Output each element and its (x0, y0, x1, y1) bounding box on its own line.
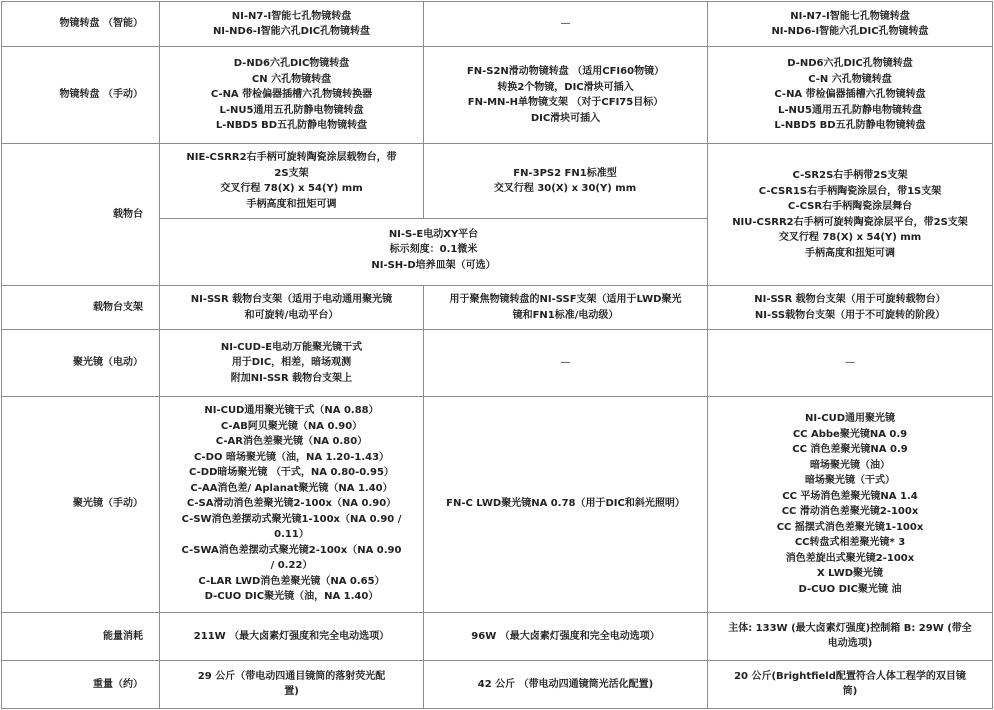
cell-line: 附加NI-SSR 载物台支架上 (230, 372, 353, 384)
cell-line: L-NU5通用五孔防静电物镜转盘 (219, 104, 364, 116)
cell-col3 (708, 47, 993, 144)
cell-line: 标示刻度：0.1微米 (389, 244, 478, 256)
cell-line: CC 滑动消色差聚光镜2-100x (781, 506, 919, 518)
row-label: 物镜转盘 （手动） (2, 47, 160, 144)
cell-line: NI-CUD通用聚光镜干式（NA 0.88） (204, 405, 379, 417)
cell-line: D-CUO DIC聚光镜 油 (798, 583, 902, 595)
stage-col2-box (423, 144, 707, 219)
cell-line: NIU-CSRR2右手柄可旋转陶瓷涂层平台，带2S支架 (732, 216, 968, 228)
row-label: 载物台支架 (2, 286, 160, 330)
empty-dash: — (560, 18, 571, 30)
empty-dash: — (845, 357, 855, 369)
cell-line: C-NA 带检偏器插槽六孔物镜转盘 (774, 89, 926, 101)
cell-col2 (424, 660, 708, 708)
cell-col2 (424, 396, 708, 612)
cell-line: NI-CUD-E电动万能聚光镜干式 (220, 341, 363, 353)
row-label: 能量消耗 (2, 612, 160, 660)
cell-line: 2S支架 (274, 167, 309, 179)
cell-line: C-N 六孔物镜转盘 (808, 73, 892, 85)
cell-line: L-NBD5 BD五孔防静电物镜转盘 (774, 120, 926, 132)
cell-line: 0.11） (274, 529, 309, 541)
cell-line: 42 公斤 （带电动四通镜筒光活化配置) (477, 678, 654, 690)
cell-line: 消色差旋出式聚光镜2-100x (785, 552, 915, 564)
cell-line: 电动选项) (827, 638, 873, 650)
cell-line: 置) (284, 686, 299, 698)
cell-line: 20 公斤(Brightfield配置符合人体工程学的双目镜 (734, 670, 966, 682)
cell-line: / 0.22） (270, 560, 313, 572)
row-stage-holder (2, 286, 993, 330)
cell-line: C-DO 暗场聚光镜（油，NA 1.20-1.43） (193, 451, 390, 463)
cell-line: C-SW消色差摆动式聚光镜1-100x（NA 0.90 / (181, 513, 402, 525)
cell-line: 用于聚焦物镜转盘的NI-SSF支架（适用于LWD聚光 (449, 294, 682, 306)
cell-line: CC 消色差聚光镜NA 0.9 (792, 444, 908, 456)
cell-col3 (708, 330, 993, 396)
cell-line: L-NU5通用五孔防静电物镜转盘 (778, 104, 922, 116)
row-label: 聚光镜（电动） (2, 330, 160, 396)
cell-line: NI-ND6-I智能六孔DIC孔物镜转盘 (771, 26, 929, 38)
row-label: 载物台 (2, 144, 160, 286)
row-stage (2, 144, 993, 286)
cell-line: C-SR2S右手柄带2S支架 (792, 170, 908, 182)
cell-line: 211W （最大卤素灯强度和完全电动选项） (193, 630, 390, 642)
cell-col3 (708, 660, 993, 708)
cell-line: D-CUO DIC聚光镜（油，NA 1.40） (204, 591, 379, 603)
row-nosepiece-manual (2, 47, 993, 144)
cell-line: FN-3PS2 FN1标准型 (513, 167, 617, 179)
cell-line: C-AR消色差聚光镜（NA 0.80） (215, 436, 368, 448)
cell-line: C-CSR1S右手柄陶瓷涂层台，带1S支架 (758, 185, 942, 197)
cell-line: 筒) (842, 686, 858, 698)
cell-col1 (160, 660, 424, 708)
cell-line: NI-SS载物台支架（用于不可旋转的阶段） (754, 309, 946, 321)
cell-col3 (708, 144, 993, 286)
cell-line: C-AB阿贝聚光镜（NA 0.90） (220, 420, 363, 432)
cell-col2 (424, 612, 708, 660)
cell-line: D-ND6六孔DIC孔物镜转盘 (787, 58, 913, 70)
cell-line: CC 摇摆式消色差聚光镜1-100x (776, 521, 924, 533)
cell-line: CC转盘式相差聚光镜* 3 (794, 537, 906, 549)
cell-line: NI-S-E电动XY平台 (388, 228, 479, 240)
cell-line: FN-S2N滑动物镜转盘 （适用CFI60物镜） (466, 66, 665, 78)
cell-col3 (708, 396, 993, 612)
cell-col2 (424, 47, 708, 144)
cell-line: C-CSR右手柄陶瓷涂层舞台 (787, 201, 913, 213)
cell-line: 镜和FN1标准/电动级） (512, 309, 619, 321)
cell-line: 交叉行程 78(X) x 54(Y) mm (220, 183, 363, 195)
row-power (2, 612, 993, 660)
cell-line: FN-C LWD聚光镜NA 0.78（用于DIC和斜光照明） (446, 498, 685, 510)
cell-line: 主体: 133W (最大卤素灯强度)控制箱 B: 29W (带全 (728, 622, 972, 634)
row-label: 物镜转盘 （智能） (2, 2, 160, 47)
cell-line: FN-MN-H单物镜支架 （对于CFI75目标） (467, 97, 664, 109)
cell-col1 (160, 612, 424, 660)
cell-line: 转换2个物镜，DIC滑块可插入 (497, 81, 634, 93)
cell-col3 (708, 2, 993, 47)
empty-dash: — (560, 357, 571, 369)
cell-col2 (424, 2, 708, 47)
row-label: 聚光镜（手动） (2, 396, 160, 612)
cell-col3 (708, 612, 993, 660)
cell-col1 (160, 396, 424, 612)
cell-col1 (160, 47, 424, 144)
cell-line: CN 六孔物镜转盘 (251, 73, 332, 85)
cell-line: NI-SSR 载物台支架（用于可旋转载物台） (754, 294, 946, 306)
cell-line: NI-SSR 载物台支架（适用于电动通用聚光镜 (190, 294, 393, 306)
cell-line: C-DD暗场聚光镜 （干式，NA 0.80-0.95） (189, 467, 394, 479)
cell-line: 交叉行程 30(X) x 30(Y) mm (493, 183, 637, 195)
cell-line: D-ND6六孔DIC物镜转盘 (233, 58, 350, 70)
cell-line: C-LAR LWD消色差聚光镜（NA 0.65） (198, 575, 385, 587)
cell-line: NI-ND6-I智能六孔DIC孔物镜转盘 (212, 26, 371, 38)
stage-col1-box (160, 144, 424, 219)
cell-line: X LWD聚光镜 (816, 568, 884, 580)
cell-line: C-AA消色差/ Aplanat聚光镜（NA 1.40） (190, 482, 393, 494)
cell-line: 和可旋转/电动平台） (244, 309, 339, 321)
cell-line: C-SWA消色差摆动式聚光镜2-100x（NA 0.90 (181, 544, 402, 556)
cell-line: NI-SH-D培养皿架（可选） (371, 259, 496, 271)
cell-line: DIC滑块可插入 (530, 112, 601, 124)
row-label: 重量（约） (2, 660, 160, 708)
cell-col2 (424, 286, 708, 330)
row-condenser-motor (2, 330, 993, 396)
cell-line: 暗场聚光镜（油） (810, 459, 890, 471)
cell-line: NI-N7-I智能七孔物镜转盘 (231, 10, 352, 22)
cell-line: C-NA 带检偏器插槽六孔物镜转换器 (210, 89, 373, 101)
cell-line: 手柄高度和扭矩可调 (805, 247, 895, 259)
cell-line: NI-CUD通用聚光镜 (805, 413, 895, 425)
cell-stage-mid (160, 144, 708, 286)
cell-line: CC Abbe聚光镜NA 0.9 (792, 428, 908, 440)
cell-col2 (424, 330, 708, 396)
cell-col1 (160, 330, 424, 396)
cell-line: NI-N7-I智能七孔物镜转盘 (790, 10, 910, 22)
cell-line: 交叉行程 78(X) x 54(Y) mm (778, 232, 922, 244)
cell-line: L-NBD5 BD五孔防静电物镜转盘 (215, 120, 368, 132)
cell-line: 96W （最大卤素灯强度和完全电动选项） (471, 630, 660, 642)
cell-col3 (708, 286, 993, 330)
cell-line: 29 公斤（带电动四通目镜筒的落射荧光配 (197, 670, 386, 682)
cell-col1 (160, 286, 424, 330)
cell-line: 手柄高度和扭矩可调 (246, 198, 337, 210)
row-nosepiece-intel (2, 2, 993, 47)
cell-line: 用于DIC，相差，暗场观测 (231, 357, 352, 369)
cell-line: CC 平场消色差聚光镜NA 1.4 (782, 490, 918, 502)
stage-shared-box (160, 222, 707, 278)
cell-line: 暗场聚光镜（干式） (805, 475, 895, 487)
row-condenser-manual (2, 396, 993, 612)
cell-line: NIE-CSRR2右手柄可旋转陶瓷涂层载物台，带 (186, 152, 397, 164)
cell-col1 (160, 2, 424, 47)
row-weight (2, 660, 993, 708)
spec-table (1, 1, 993, 709)
cell-line: C-SA滑动消色差聚光镜2-100x（NA 0.90） (186, 498, 397, 510)
